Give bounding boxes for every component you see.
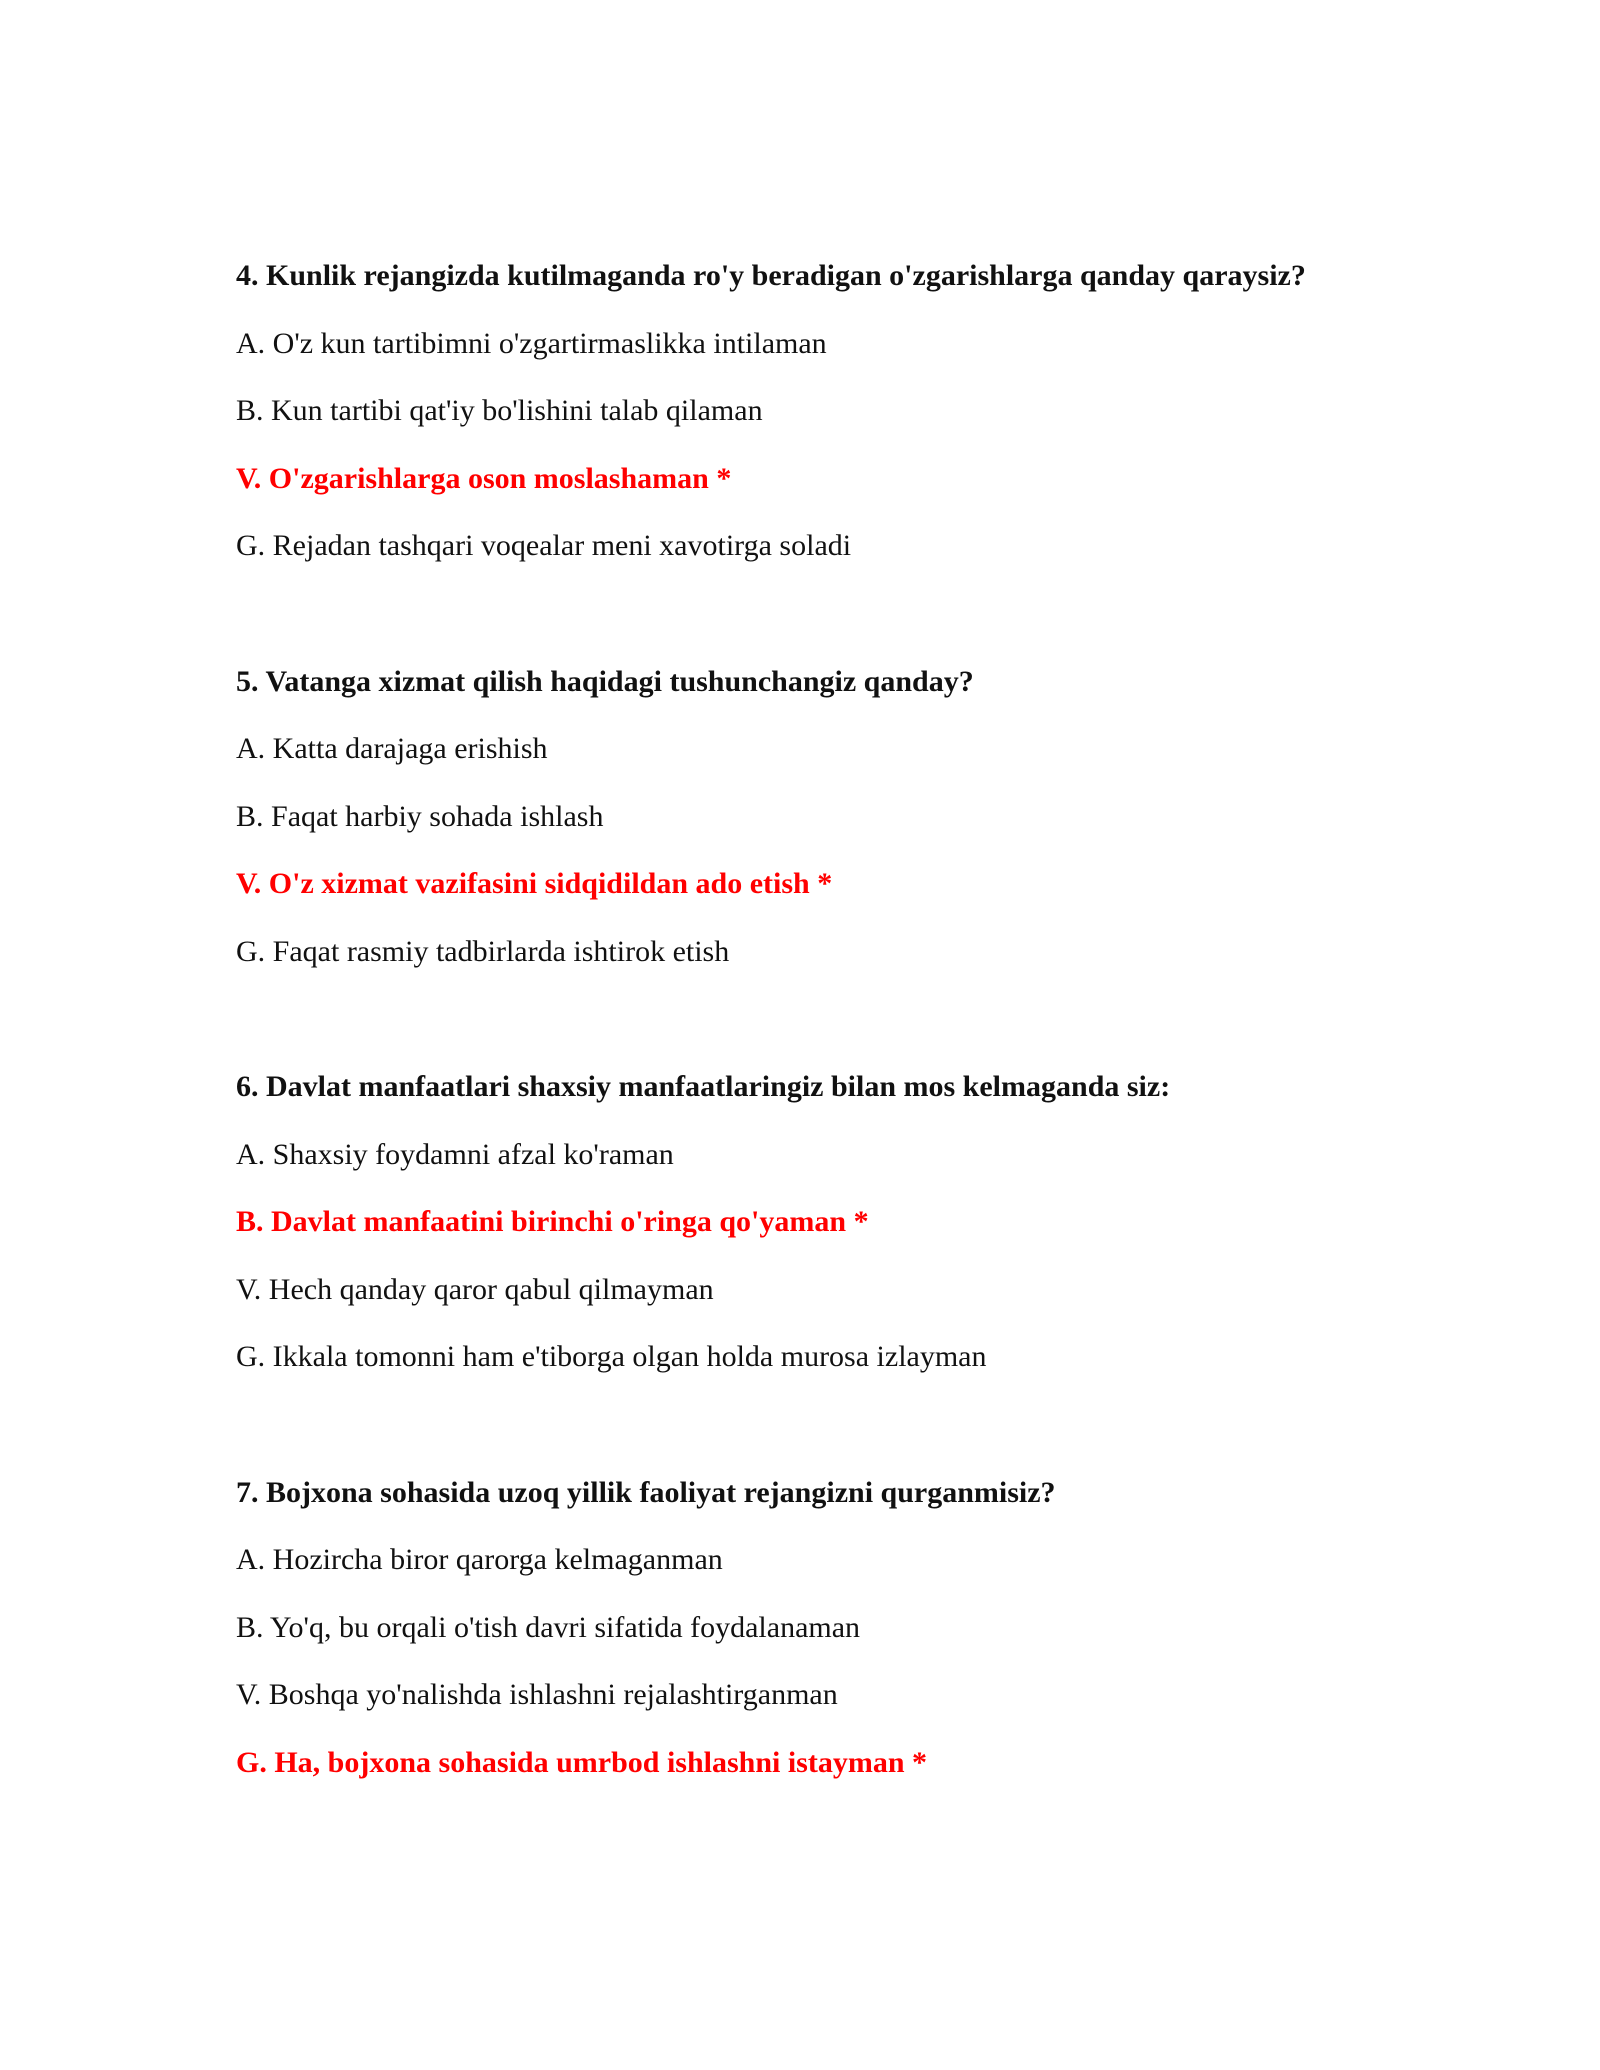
- option-a: A. O'z kun tartibimni o'zgartirmaslikka intilaman: [236, 326, 827, 360]
- option-a: A. Shaxsiy foydamni afzal ko'raman: [236, 1137, 674, 1171]
- question-block-7: [236, 1471, 1486, 1785]
- option-g: G. Faqat rasmiy tadbirlarda ishtirok etish: [236, 934, 730, 968]
- option-g-correct: G. Ha, bojxona sohasida umrbod ishlashni istayman *: [236, 1745, 928, 1779]
- option-v-correct: V. O'z xizmat vazifasini sidqidildan ado etish *: [236, 867, 833, 900]
- option-b: B. Faqat harbiy sohada ishlash: [236, 799, 604, 833]
- question-text: 7. Bojxona sohasida uzoq yillik faoliyat rejangizni qurganmisiz?: [236, 1475, 1056, 1509]
- option-g: G. Rejadan tashqari voqealar meni xavotirga soladi: [236, 529, 852, 562]
- quiz-content: [236, 254, 1486, 1808]
- block-spacer: [236, 997, 1486, 1065]
- question-text: 4. Kunlik rejangizda kutilmaganda ro'y beradigan o'zgarishlarga qanday qaraysiz?: [236, 259, 1306, 292]
- question-block-6: [236, 1065, 1486, 1379]
- option-g: G. Ikkala tomonni ham e'tiborga olgan holda murosa izlayman: [236, 1340, 987, 1373]
- question-block-4: [236, 254, 1486, 568]
- option-b-correct: B. Davlat manfaatini birinchi o'ringa qo'yaman *: [236, 1205, 869, 1238]
- option-a: A. Hozircha biror qarorga kelmaganman: [236, 1543, 723, 1576]
- question-block-5: [236, 660, 1486, 974]
- question-text: 6. Davlat manfaatlari shaxsiy manfaatlaringiz bilan mos kelmaganda siz:: [236, 1070, 1171, 1103]
- option-b: B. Yo'q, bu orqali o'tish davri sifatida foydalanaman: [236, 1610, 861, 1644]
- option-b: B. Kun tartibi qat'iy bo'lishini talab qilaman: [236, 394, 763, 427]
- block-spacer: [236, 592, 1486, 660]
- block-spacer: [236, 1403, 1486, 1471]
- option-a: A. Katta darajaga erishish: [236, 732, 548, 765]
- option-v: V. Boshqa yo'nalishda ishlashni rejalashtirganman: [236, 1678, 838, 1711]
- question-text: 5. Vatanga xizmat qilish haqidagi tushunchangiz qanday?: [236, 664, 974, 698]
- option-v-correct: V. O'zgarishlarga oson moslashaman *: [236, 461, 732, 495]
- option-v: V. Hech qanday qaror qabul qilmayman: [236, 1272, 714, 1306]
